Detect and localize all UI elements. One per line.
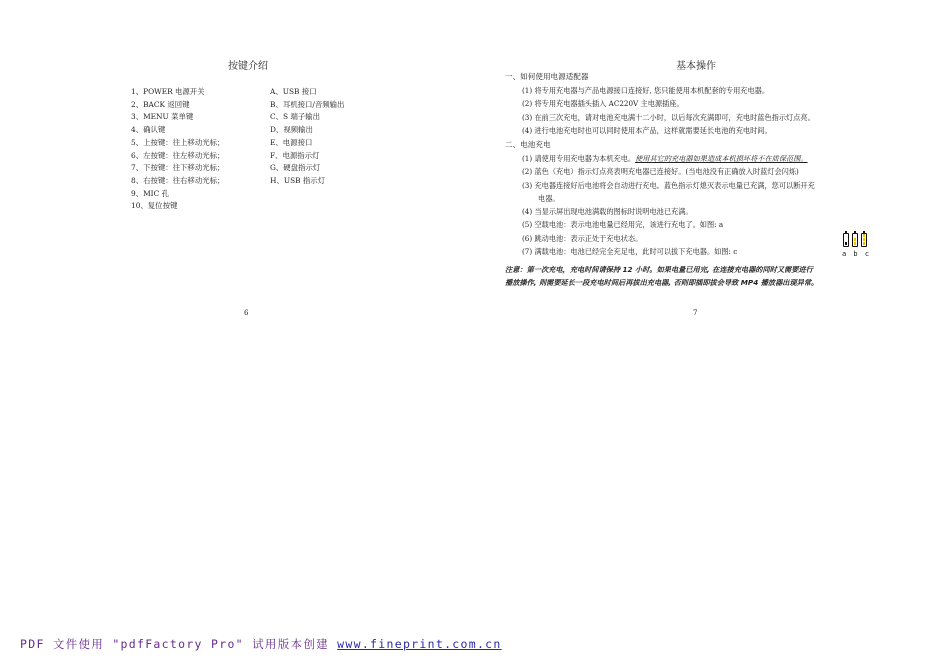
list-item: F、电源指示灯	[270, 150, 320, 160]
note-text-1: 第一次充电，充电时间请保持 12 小时。如果电量已用完, 在连接充电器的同时又需要进行	[526, 265, 813, 274]
list-item: (3) 充电器连接好后电池将会自动进行充电。蓝色指示灯熄灭表示电量已充满，您可以断开充	[522, 180, 815, 190]
list-item: 4、确认键	[131, 125, 166, 135]
list-item: A、USB 接口	[270, 87, 317, 96]
page-number-left: 6	[244, 309, 249, 317]
adapter-instructions	[522, 84, 815, 137]
list-item	[522, 152, 815, 165]
pdf-factory-footer	[20, 636, 502, 652]
section-heading-adapter: 一、如何使用电源适配器	[505, 72, 589, 81]
list-item: (7) 满载电池：电池已经完全充足电，此时可以拔下充电器。如图: c	[522, 247, 738, 257]
list-item: 10、复位按键	[131, 201, 178, 211]
note-line-2: 播放操作, 则需要延长一段充电时间后再拔出充电器, 否则即插即拔会导致 MP4 播放器出现异常。	[505, 278, 819, 287]
list-item: 3、MENU 菜单键	[131, 112, 194, 122]
battery-full-icon	[861, 233, 867, 247]
list-item: 9、MIC 孔	[131, 188, 169, 198]
list-item: 6、左按键：往左移动光标；	[131, 150, 225, 160]
list-item: (3) 在前三次充电，请对电池充电满十二小时，以后每次充满即可，充电时蓝色指示灯点亮。	[522, 112, 815, 122]
list-item: D、视频输出	[270, 125, 313, 135]
list-item: B、耳机接口/音频输出	[270, 99, 345, 109]
footer-link[interactable]: www.fineprint.com.cn	[337, 637, 502, 651]
key-list-numbered	[131, 86, 224, 213]
charging-item-text: (1) 请使用专用充电器为本机充电。	[522, 154, 636, 163]
list-item: G、硬盘指示灯	[270, 163, 321, 173]
list-item: (2) 蓝色（充电）指示灯点亮表明充电器已连接好。(当电池没有正确放入时蓝灯会闪烁)	[522, 167, 799, 177]
list-item: (1) 将专用充电器与产品电源接口连接好, 您只能使用本机配套的专用充电器。	[522, 86, 770, 95]
right-page-title: 基本操作	[676, 61, 716, 72]
battery-charging-icon	[852, 233, 858, 247]
battery-labels: a b c	[842, 250, 870, 258]
warranty-warning: 使用其它的充电器如果造成本机损坏将不在质保范围。	[635, 154, 808, 163]
list-item: 1、POWER 电源开关	[131, 87, 205, 96]
list-item: 2、BACK 返回键	[131, 99, 190, 109]
list-item: 电器。	[538, 193, 560, 203]
list-item: H、USB 指示灯	[270, 175, 326, 185]
left-page-title: 按键介绍	[228, 61, 268, 72]
key-list-lettered	[270, 86, 344, 188]
note-label: 注意：	[505, 265, 527, 274]
list-item: (6) 跳动电池：表示正处于充电状态。	[522, 233, 643, 243]
list-item: 7、下按键：往下移动光标；	[131, 163, 225, 173]
battery-icons	[843, 232, 870, 251]
list-item: C、S 端子输出	[270, 112, 321, 122]
list-item: (5) 空载电池：表示电池电量已经用完，该进行充电了。如图: a	[522, 220, 724, 230]
page-number-right: 7	[693, 309, 698, 317]
section-heading-charging: 二、电池充电	[505, 140, 551, 149]
list-item: 5、上按键：往上移动光标；	[131, 137, 225, 147]
footer-text: PDF 文件使用 "pdfFactory Pro" 试用版本创建	[20, 637, 338, 651]
list-item: (4) 进行电池充电时也可以同时使用本产品，这样就需要延长电池的充电时间。	[522, 125, 772, 135]
list-item: (4) 当显示屏出现电池满载的图标时说明电池已充满。	[522, 207, 693, 217]
list-item: E、电源接口	[270, 137, 313, 147]
note-line-1	[505, 263, 813, 277]
battery-empty-icon	[843, 233, 849, 247]
charging-instructions	[522, 152, 815, 258]
list-item: 8、右按键：往右移动光标；	[131, 175, 225, 185]
list-item: (2) 将专用充电器插头插入 AC220V 主电源插座。	[522, 99, 684, 109]
